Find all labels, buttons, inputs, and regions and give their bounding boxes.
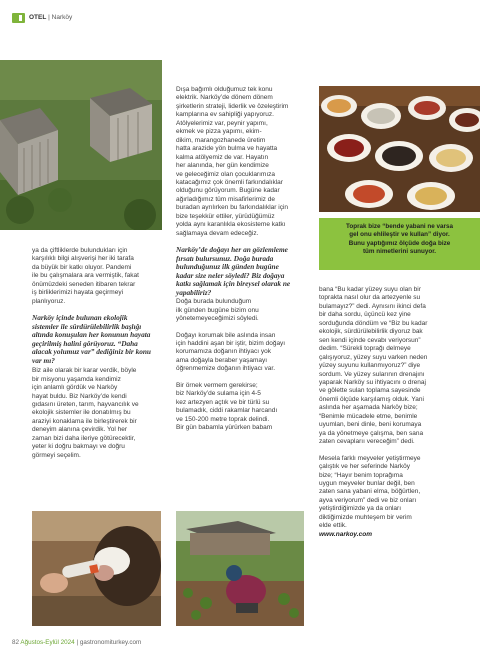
section-header xyxy=(29,14,72,21)
website-link[interactable]: www.narkoy.com xyxy=(319,530,372,538)
paragraph: Bir örnek vermem gerekirse; biz Narköy’de sulama için 4-5 kez artezyen açtık ve bir türlü su bulamadık, ciddi rakamlar harcandı ve 150-200 metre toprak delindi. Bir gün babamla yürürken babam xyxy=(176,381,278,432)
paragraph: Doğayı korumak bile aslında insan için haddini aşan bir iştir, bizim doğayı korumamıza doğanın ihtiyacı yok ama doğayla beraber yaşamayı öğrenmemize doğanın ihtiyacı var. xyxy=(176,331,286,373)
section-name: OTEL xyxy=(29,14,47,21)
magazine-logo-icon xyxy=(12,13,25,23)
interview-question: Narköy içinde bulunan ekolojik sistemler ile sürdürülebilirlik başlığı altında konuşulan her konunun hayata geçirilmiş halini görüyoruz. “Daha alacak yolumuz var” dediğiniz bir konu var mı? xyxy=(32,313,151,365)
publication-site: gastronomiturkey.com xyxy=(79,639,142,646)
paragraph: Mesela farklı meyveler yetiştirmeye çalıştık ve her seferinde Narköy bize; “Hayır benim toprağıma uygun meyveler bunlar değil, ben zaten sana yabani elma, böğürtlen, ayva veriyorum” dedi ve biz onları yetiştirdiğimizde ya da onları diktiğimizde muhteşem bir verim elde ettik. xyxy=(319,454,421,530)
column-1 xyxy=(32,247,160,460)
woman-gardening-photo xyxy=(176,511,304,626)
breakfast-bowls-photo xyxy=(319,86,480,212)
cow-bottle-feeding-photo xyxy=(32,511,161,626)
page-footer xyxy=(12,639,141,646)
paragraph: Doğa burada bulunduğum ilk günden bugüne bizim onu yönetemeyeceğimizi söyledi. xyxy=(176,298,259,323)
paragraph: bana “Bu kadar yüzey suyu olan bir toprakta nasıl olur da artezyenle su bulamayız?” dedi. Aynısını ikinci defa bir daha sordu, üçüncü kez yine sorduğunda döndüm ve “Biz bu kadar ekolojik, sürdürülebilirlik diyoruz bak sen kendi içinde cevabı veriyorsun” dedim. “Sürekli toprağı delmeye çalışıyoruz, yüzey suyu varken neden yüzey suyunu kullanmıyoruz?” diye sordum. Ve yüzey sularının drenajını yaparak Narköy su ihtiyacını o drenaj ve gölette sulan toplama sayesinde önemli ölçüde karşılamış olduk. Yani aslında her aşamada Narköy bize; “Benimle mücadele etme, benimle uyumlan, beni dinle, beni korumaya ya da yönetmeye çalışma, ben sana zaten cevaplarıı vereceğim” dedi. xyxy=(319,286,428,446)
header-location: Narköy xyxy=(51,14,73,21)
column-2 xyxy=(176,86,312,433)
interview-question: Narköy’de doğayı her an gözlemleme fırsatı bulursunuz. Doğa burada bulunduğunuz ilk günden bugüne kadar size neler söyledi? Biz doğaya katkı sağlamak için bireysel olarak ne yapabiliriz? xyxy=(176,245,291,297)
aerial-cabins-photo xyxy=(0,60,162,230)
footer-separator: | xyxy=(76,639,79,646)
column-3 xyxy=(319,286,469,539)
paragraph: Dışa bağımlı olduğumuz tek konu elektrik. Narköy’de dönem dönem şirketlerin strateji, liderlik ve özeleştirim kamplarına ev sahipliği yapıyoruz. Atölyelerimiz var, peynir yapımı, ekmek ve pizza yapımı, ekim- dikim, marangozhanede üretim hatta arazide yön bulma ve hayatta kalma atölyemiz de var. Hayatın her alanında, her gün kendimize ve geleceğimiz olan çocuklarımıza katacağımız çok önemli farkındalıklar olduğunu görüyorum. Bugüne kadar ağırladığımız tüm misafirlerimiz de buradan ayrılırken bu farkındalıklar için bize teşekkür ettiler, yürüdüğümüz yolda aynı karanlıkla ekosisteme katkı sağlamaya devam edeceğiz. xyxy=(176,86,289,237)
header-separator: | xyxy=(48,14,50,21)
paragraph: Biz aile olarak bir karar verdik, böyle bir misyonu yaşamda kendimiz için anlamlı gördük ve Narköy hayat buldu. Biz Narköy’de kendi gıdasını üreten, tarım, hayvancılık ve ekolojik sistemler ile donatılmış bu araziyi konaklama ile birleştirerek bir deneyim alanına çevirdik. Yol her zaman bizi daha ileriye götürecektir, yeter ki doğru bakmayı ve doğru görmeyi seçelim. xyxy=(32,367,139,459)
page-number: 82 xyxy=(12,639,20,646)
pull-quote-callout: Toprak bize “bende yabani ne varsa gel onu ehlileştir ve kullan” diyor. Bunu yaptığımız ölçüde doğa bize tüm nimetlerini sunuyor. xyxy=(319,218,480,270)
paragraph: ya da çiftliklerde bulundukları için karşılıklı bilgi alışverişi her iki tarafa da büyük bir katkı oluyor. Pandemi ile bu çalışmalara ara vermiştik, fakat önümüzdeki seneden itibaren tekrar iş birliklerimizi hayata geçirmeyi planlıyoruz. xyxy=(32,247,139,305)
issue-date: Ağustos-Eylül 2024 xyxy=(20,639,75,646)
